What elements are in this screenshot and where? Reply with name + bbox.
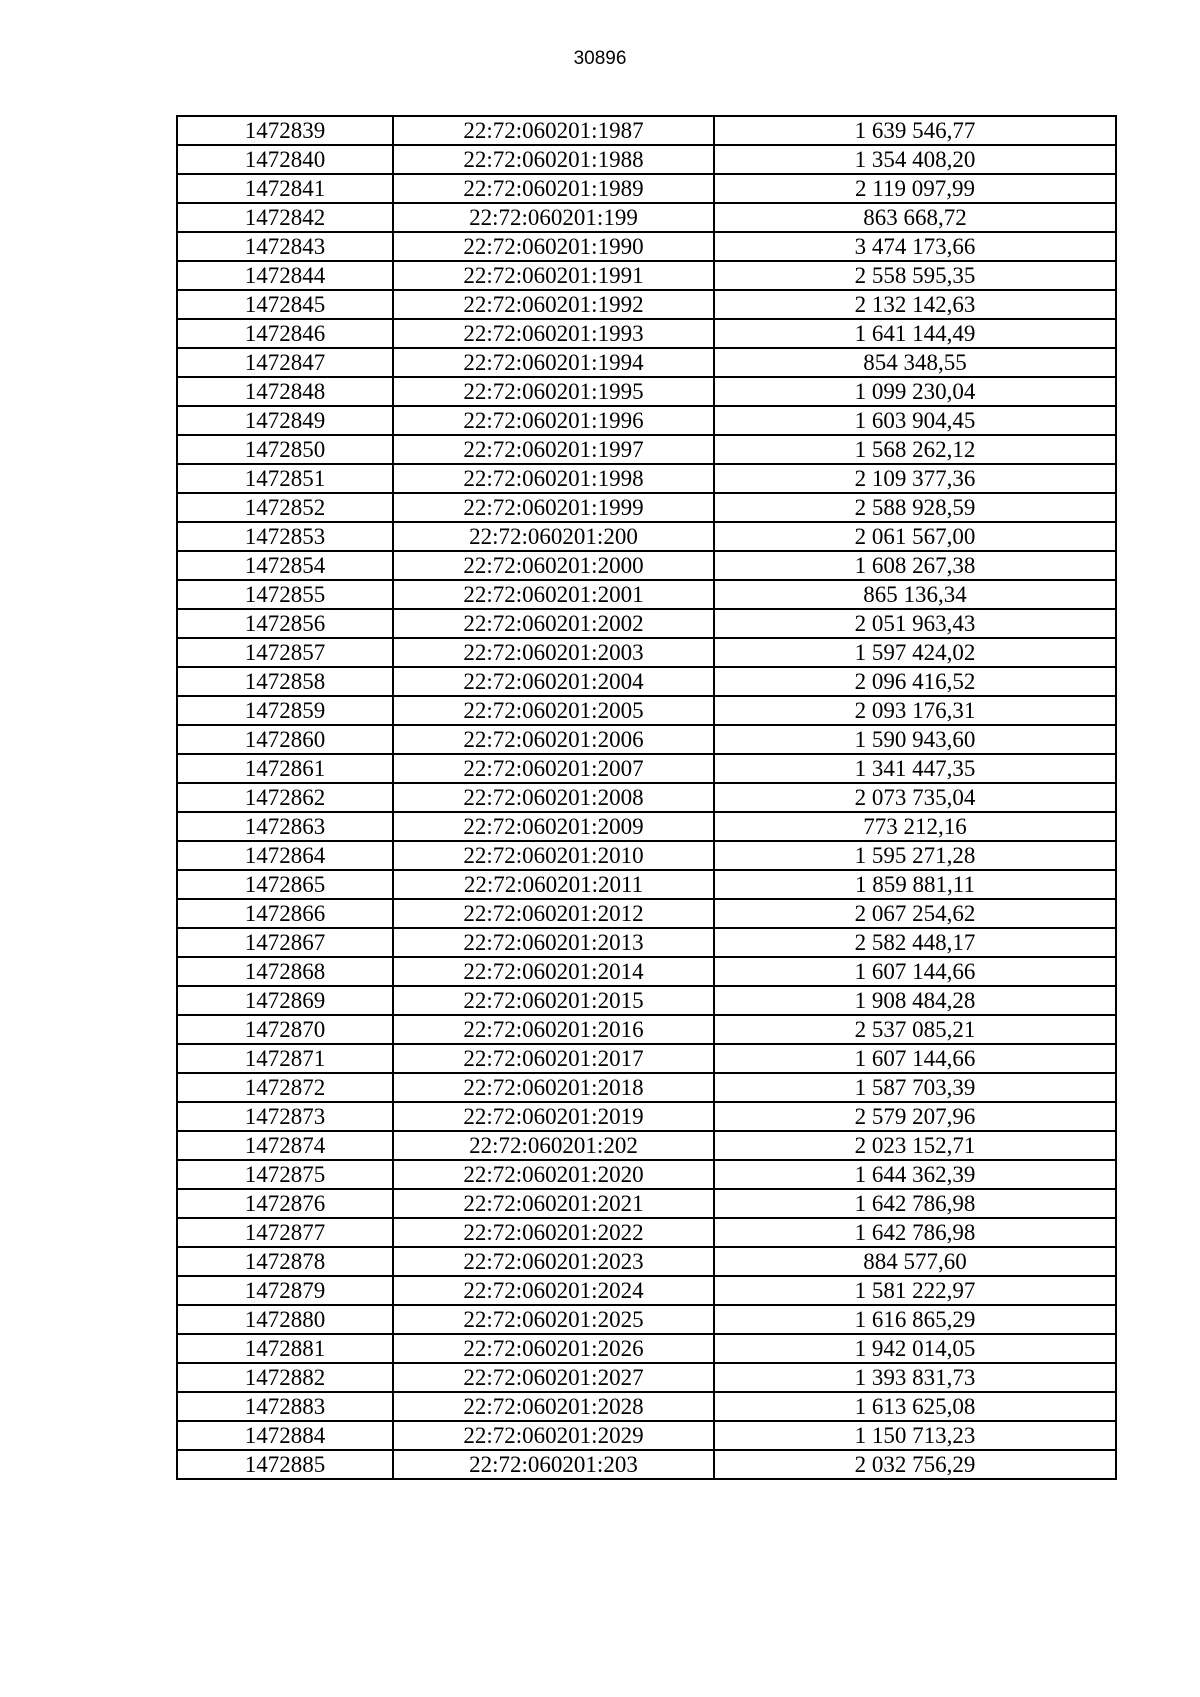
row-number-cell: 1472851 [177,464,393,493]
cadastral-number-cell: 22:72:060201:2005 [393,696,714,725]
table-row [177,1073,1116,1102]
cadastral-number-cell: 22:72:060201:2028 [393,1392,714,1421]
cadastral-value-cell: 2 558 595,35 [714,261,1116,290]
cadastral-value-cell: 1 581 222,97 [714,1276,1116,1305]
table-row [177,1421,1116,1450]
row-number-cell: 1472859 [177,696,393,725]
cadastral-number-cell: 22:72:060201:1989 [393,174,714,203]
row-number-cell: 1472879 [177,1276,393,1305]
table-row [177,174,1116,203]
row-number-cell: 1472842 [177,203,393,232]
cadastral-number-cell: 22:72:060201:2014 [393,957,714,986]
row-number-cell: 1472862 [177,783,393,812]
cadastral-value-cell: 1 859 881,11 [714,870,1116,899]
row-number-cell: 1472882 [177,1363,393,1392]
cadastral-number-cell: 22:72:060201:2001 [393,580,714,609]
cadastral-number-cell: 22:72:060201:2015 [393,986,714,1015]
cadastral-value-cell: 2 032 756,29 [714,1450,1116,1479]
row-number-cell: 1472881 [177,1334,393,1363]
row-number-cell: 1472878 [177,1247,393,1276]
table-row [177,290,1116,319]
row-number-cell: 1472880 [177,1305,393,1334]
row-number-cell: 1472875 [177,1160,393,1189]
table-row [177,1160,1116,1189]
row-number-cell: 1472843 [177,232,393,261]
cadastral-number-cell: 22:72:060201:2026 [393,1334,714,1363]
cadastral-number-cell: 22:72:060201:202 [393,1131,714,1160]
table-row [177,1131,1116,1160]
cadastral-value-cell: 1 568 262,12 [714,435,1116,464]
row-number-cell: 1472871 [177,1044,393,1073]
cadastral-number-cell: 22:72:060201:2011 [393,870,714,899]
table-row [177,145,1116,174]
table-row [177,957,1116,986]
row-number-cell: 1472873 [177,1102,393,1131]
cadastral-value-cell: 1 642 786,98 [714,1218,1116,1247]
cadastral-value-cell: 863 668,72 [714,203,1116,232]
table-row [177,1015,1116,1044]
table-row [177,696,1116,725]
cadastral-value-cell: 884 577,60 [714,1247,1116,1276]
cadastral-value-cell: 2 537 085,21 [714,1015,1116,1044]
row-number-cell: 1472861 [177,754,393,783]
cadastral-value-cell: 2 067 254,62 [714,899,1116,928]
table-row [177,1392,1116,1421]
table-row [177,667,1116,696]
row-number-cell: 1472869 [177,986,393,1015]
row-number-cell: 1472841 [177,174,393,203]
cadastral-value-cell: 1 595 271,28 [714,841,1116,870]
cadastral-value-cell: 1 616 865,29 [714,1305,1116,1334]
table-row [177,1189,1116,1218]
table-row [177,232,1116,261]
table-row [177,899,1116,928]
cadastral-number-cell: 22:72:060201:2003 [393,638,714,667]
cadastral-value-cell: 1 639 546,77 [714,116,1116,145]
row-number-cell: 1472885 [177,1450,393,1479]
row-number-cell: 1472847 [177,348,393,377]
cadastral-number-cell: 22:72:060201:1991 [393,261,714,290]
table-row [177,1363,1116,1392]
table-row [177,986,1116,1015]
cadastral-value-cell: 1 150 713,23 [714,1421,1116,1450]
row-number-cell: 1472853 [177,522,393,551]
cadastral-number-cell: 22:72:060201:2012 [393,899,714,928]
cadastral-number-cell: 22:72:060201:2023 [393,1247,714,1276]
cadastral-number-cell: 22:72:060201:2002 [393,609,714,638]
row-number-cell: 1472856 [177,609,393,638]
cadastral-number-cell: 22:72:060201:2016 [393,1015,714,1044]
cadastral-value-cell: 1 354 408,20 [714,145,1116,174]
table-row [177,116,1116,145]
cadastral-number-cell: 22:72:060201:199 [393,203,714,232]
cadastral-number-cell: 22:72:060201:2018 [393,1073,714,1102]
table-row [177,928,1116,957]
table-row [177,522,1116,551]
cadastral-value-cell: 1 642 786,98 [714,1189,1116,1218]
cadastral-value-cell: 2 588 928,59 [714,493,1116,522]
cadastral-value-cell: 1 641 144,49 [714,319,1116,348]
cadastral-value-cell: 2 096 416,52 [714,667,1116,696]
cadastral-value-cell: 2 579 207,96 [714,1102,1116,1131]
row-number-cell: 1472864 [177,841,393,870]
table-row [177,348,1116,377]
cadastral-value-cell: 1 942 014,05 [714,1334,1116,1363]
cadastral-value-cell: 2 051 963,43 [714,609,1116,638]
table-row [177,580,1116,609]
table-row [177,609,1116,638]
table-row [177,551,1116,580]
cadastral-number-cell: 22:72:060201:2020 [393,1160,714,1189]
table-row [177,1334,1116,1363]
cadastral-value-cell: 1 613 625,08 [714,1392,1116,1421]
cadastral-number-cell: 22:72:060201:2027 [393,1363,714,1392]
row-number-cell: 1472854 [177,551,393,580]
table-row [177,464,1116,493]
table-row [177,841,1116,870]
row-number-cell: 1472863 [177,812,393,841]
table-row [177,1218,1116,1247]
row-number-cell: 1472884 [177,1421,393,1450]
cadastral-number-cell: 22:72:060201:2008 [393,783,714,812]
cadastral-value-cell: 2 093 176,31 [714,696,1116,725]
cadastral-value-cell: 1 644 362,39 [714,1160,1116,1189]
row-number-cell: 1472855 [177,580,393,609]
row-number-cell: 1472852 [177,493,393,522]
table-row [177,203,1116,232]
cadastral-value-cell: 1 393 831,73 [714,1363,1116,1392]
cadastral-number-cell: 22:72:060201:1996 [393,406,714,435]
cadastral-value-cell: 2 109 377,36 [714,464,1116,493]
row-number-cell: 1472845 [177,290,393,319]
cadastral-value-cell: 865 136,34 [714,580,1116,609]
row-number-cell: 1472870 [177,1015,393,1044]
table-row [177,812,1116,841]
cadastral-number-cell: 22:72:060201:2004 [393,667,714,696]
table-row [177,1276,1116,1305]
table-row [177,319,1116,348]
row-number-cell: 1472877 [177,1218,393,1247]
cadastral-number-cell: 22:72:060201:1999 [393,493,714,522]
row-number-cell: 1472867 [177,928,393,957]
cadastral-number-cell: 22:72:060201:1988 [393,145,714,174]
table-row [177,754,1116,783]
cadastral-value-cell: 854 348,55 [714,348,1116,377]
cadastral-number-cell: 22:72:060201:2013 [393,928,714,957]
row-number-cell: 1472868 [177,957,393,986]
row-number-cell: 1472866 [177,899,393,928]
row-number-cell: 1472872 [177,1073,393,1102]
table-row [177,1450,1116,1479]
row-number-cell: 1472876 [177,1189,393,1218]
row-number-cell: 1472858 [177,667,393,696]
table-row [177,1102,1116,1131]
row-number-cell: 1472848 [177,377,393,406]
cadastral-number-cell: 22:72:060201:1994 [393,348,714,377]
table-row [177,377,1116,406]
row-number-cell: 1472844 [177,261,393,290]
cadastral-number-cell: 22:72:060201:2025 [393,1305,714,1334]
cadastral-value-table [176,115,1117,1480]
cadastral-number-cell: 22:72:060201:2006 [393,725,714,754]
table-row [177,406,1116,435]
cadastral-number-cell: 22:72:060201:1987 [393,116,714,145]
cadastral-number-cell: 22:72:060201:203 [393,1450,714,1479]
table-body [177,116,1116,1479]
table-row [177,638,1116,667]
table-row [177,783,1116,812]
cadastral-number-cell: 22:72:060201:1998 [393,464,714,493]
cadastral-number-cell: 22:72:060201:1993 [393,319,714,348]
row-number-cell: 1472840 [177,145,393,174]
table-row [177,435,1116,464]
cadastral-number-cell: 22:72:060201:2024 [393,1276,714,1305]
cadastral-number-cell: 22:72:060201:2022 [393,1218,714,1247]
cadastral-number-cell: 22:72:060201:2009 [393,812,714,841]
cadastral-value-cell: 2 582 448,17 [714,928,1116,957]
cadastral-value-cell: 3 474 173,66 [714,232,1116,261]
cadastral-value-cell: 1 341 447,35 [714,754,1116,783]
table-row [177,1044,1116,1073]
cadastral-number-cell: 22:72:060201:2029 [393,1421,714,1450]
cadastral-number-cell: 22:72:060201:2007 [393,754,714,783]
cadastral-number-cell: 22:72:060201:2000 [393,551,714,580]
cadastral-value-cell: 1 590 943,60 [714,725,1116,754]
cadastral-number-cell: 22:72:060201:1997 [393,435,714,464]
page-number: 30896 [573,48,627,69]
cadastral-value-cell: 1 908 484,28 [714,986,1116,1015]
row-number-cell: 1472865 [177,870,393,899]
cadastral-value-cell: 2 061 567,00 [714,522,1116,551]
row-number-cell: 1472857 [177,638,393,667]
row-number-cell: 1472883 [177,1392,393,1421]
table-row [177,1305,1116,1334]
cadastral-value-cell: 773 212,16 [714,812,1116,841]
cadastral-value-cell: 2 073 735,04 [714,783,1116,812]
cadastral-value-cell: 1 607 144,66 [714,1044,1116,1073]
cadastral-number-cell: 22:72:060201:2010 [393,841,714,870]
cadastral-value-cell: 1 597 424,02 [714,638,1116,667]
cadastral-number-cell: 22:72:060201:1995 [393,377,714,406]
cadastral-value-cell: 2 023 152,71 [714,1131,1116,1160]
table-row [177,1247,1116,1276]
cadastral-number-cell: 22:72:060201:2021 [393,1189,714,1218]
cadastral-value-cell: 1 099 230,04 [714,377,1116,406]
cadastral-value-cell: 2 132 142,63 [714,290,1116,319]
table-row [177,870,1116,899]
row-number-cell: 1472850 [177,435,393,464]
cadastral-value-cell: 1 603 904,45 [714,406,1116,435]
row-number-cell: 1472839 [177,116,393,145]
table-row [177,725,1116,754]
table-row [177,493,1116,522]
cadastral-number-cell: 22:72:060201:1992 [393,290,714,319]
cadastral-number-cell: 22:72:060201:200 [393,522,714,551]
row-number-cell: 1472846 [177,319,393,348]
cadastral-value-cell: 1 587 703,39 [714,1073,1116,1102]
cadastral-value-cell: 1 607 144,66 [714,957,1116,986]
cadastral-value-cell: 2 119 097,99 [714,174,1116,203]
cadastral-number-cell: 22:72:060201:1990 [393,232,714,261]
row-number-cell: 1472860 [177,725,393,754]
row-number-cell: 1472849 [177,406,393,435]
row-number-cell: 1472874 [177,1131,393,1160]
cadastral-number-cell: 22:72:060201:2017 [393,1044,714,1073]
cadastral-number-cell: 22:72:060201:2019 [393,1102,714,1131]
table-row [177,261,1116,290]
cadastral-value-cell: 1 608 267,38 [714,551,1116,580]
